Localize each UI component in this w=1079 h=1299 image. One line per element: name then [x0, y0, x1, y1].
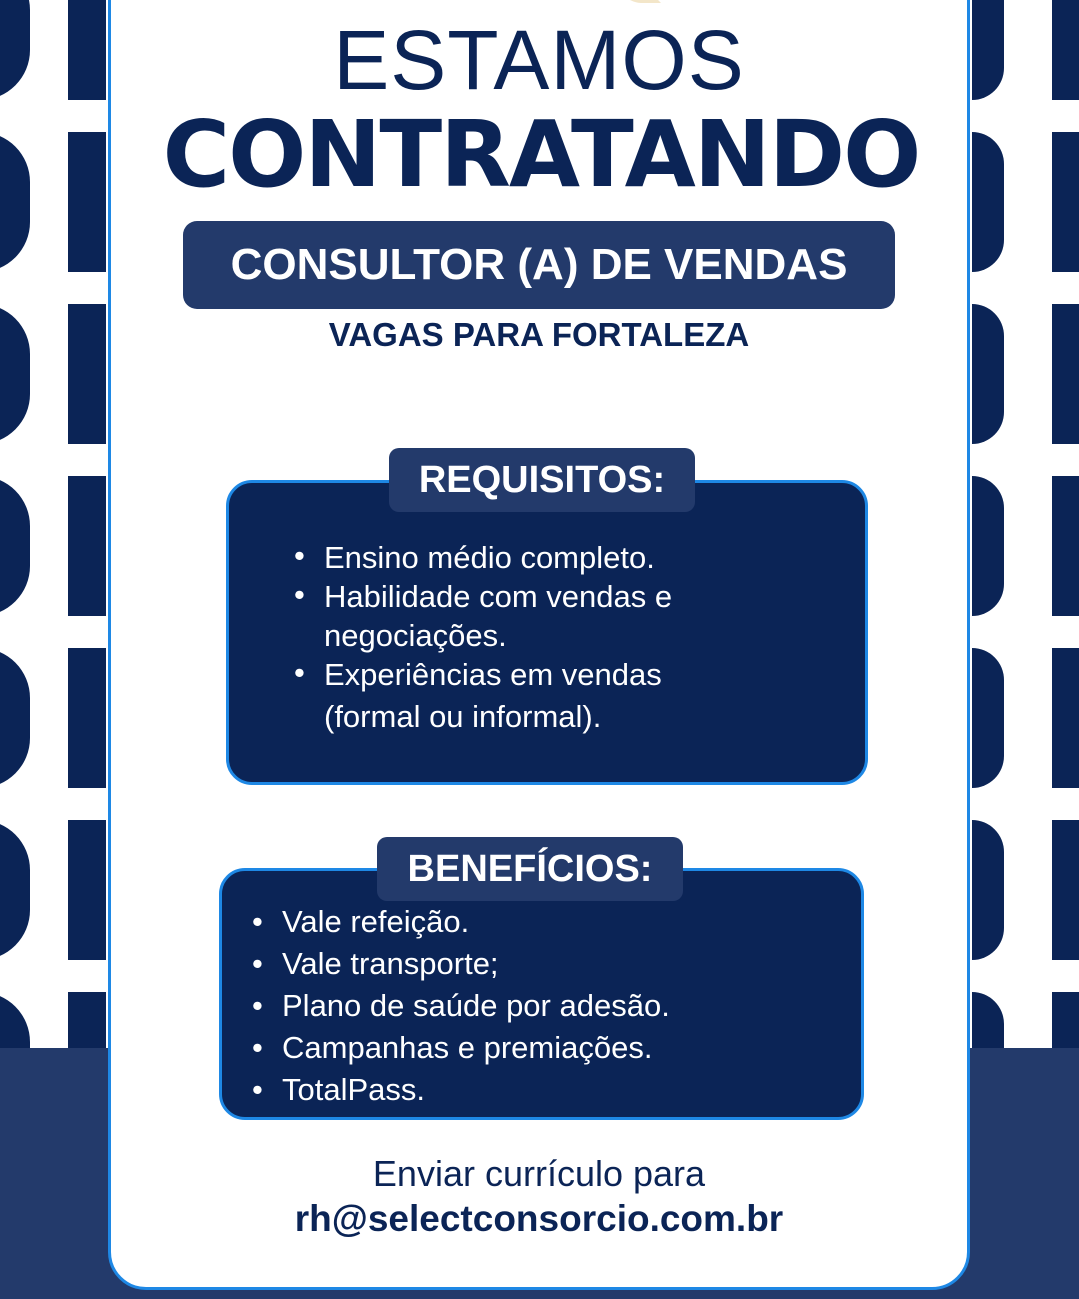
headline-line2: CONTRATANDO	[162, 101, 920, 208]
requirements-box	[226, 480, 868, 785]
background-letter-shape	[1052, 820, 1079, 960]
benefits-list	[252, 901, 842, 1111]
headline-line1: ESTAMOS	[333, 13, 745, 107]
benefit-item-text: Plano de saúde por adesão.	[282, 988, 670, 1023]
footer-instruction: Enviar currículo para	[372, 1153, 706, 1194]
benefit-item	[252, 943, 842, 985]
requirement-item-text: Ensino médio completo.	[324, 540, 655, 575]
bullet-icon: •	[252, 1030, 263, 1065]
background-letter-shape	[0, 304, 30, 444]
benefit-item-text: TotalPass.	[282, 1072, 426, 1107]
benefit-item	[252, 1027, 842, 1069]
bullet-icon: •	[294, 577, 305, 612]
requirement-item	[294, 655, 844, 740]
background-letter-shape	[972, 992, 1004, 1050]
requirements-label: REQUISITOS:	[389, 448, 695, 512]
background-letter-shape	[1052, 648, 1079, 788]
bullet-icon: •	[252, 1072, 263, 1107]
background-letter-shape	[0, 648, 30, 788]
background-letter-shape	[972, 132, 1004, 272]
contact-email: rh@selectconsorcio.com.br	[294, 1198, 784, 1239]
bullet-icon: •	[252, 988, 263, 1023]
requirement-item-text: Habilidade com vendas e	[324, 579, 673, 614]
background-letter-shape	[0, 820, 30, 960]
background-letter-shape	[972, 820, 1004, 960]
background-letter-shape	[0, 132, 30, 272]
background-letter-shape	[68, 304, 106, 444]
background-letter-shape	[1052, 476, 1079, 616]
background-letter-shape	[68, 476, 106, 616]
benefit-item	[252, 901, 842, 943]
bullet-icon: •	[294, 538, 305, 573]
background-letter-shape	[972, 304, 1004, 444]
job-poster-card	[108, 0, 970, 1290]
requirements-list	[294, 538, 844, 740]
benefit-item-text: Vale refeição.	[282, 904, 470, 939]
requirement-item	[294, 538, 844, 577]
job-location: VAGAS PARA FORTALEZA	[328, 316, 750, 353]
benefits-box	[219, 868, 864, 1120]
job-role-banner: CONSULTOR (A) DE VENDAS	[183, 221, 895, 309]
background-letter-shape	[68, 0, 106, 100]
background-letter-shape	[0, 476, 30, 616]
requirement-item-text: Experiências em vendas	[324, 657, 662, 692]
benefits-label: BENEFÍCIOS:	[377, 837, 683, 901]
background-letter-shape	[1052, 992, 1079, 1050]
background-letter-shape	[68, 820, 106, 960]
bullet-icon: •	[294, 655, 305, 690]
background-letter-shape	[972, 648, 1004, 788]
benefit-item-text: Vale transporte;	[282, 946, 499, 981]
background-letter-shape	[0, 0, 30, 100]
benefit-item-text: Campanhas e premiações.	[282, 1030, 653, 1065]
bullet-icon: •	[252, 904, 263, 939]
requirement-item	[294, 577, 844, 655]
benefit-item	[252, 1069, 842, 1111]
requirement-item-text: negociações.	[324, 618, 507, 653]
decorative-coin-graphic	[581, 0, 881, 13]
background-letter-shape	[68, 992, 106, 1050]
background-letter-shape	[972, 476, 1004, 616]
background-letter-shape	[972, 0, 1004, 100]
background-letter-shape	[68, 132, 106, 272]
background-letter-shape	[1052, 132, 1079, 272]
background-letter-shape	[1052, 0, 1079, 100]
requirement-item-text: (formal ou informal).	[324, 699, 602, 734]
bullet-icon: •	[252, 946, 263, 981]
background-letter-shape	[1052, 304, 1079, 444]
background-letter-shape	[68, 648, 106, 788]
background-letter-shape	[0, 992, 30, 1050]
benefit-item	[252, 985, 842, 1027]
